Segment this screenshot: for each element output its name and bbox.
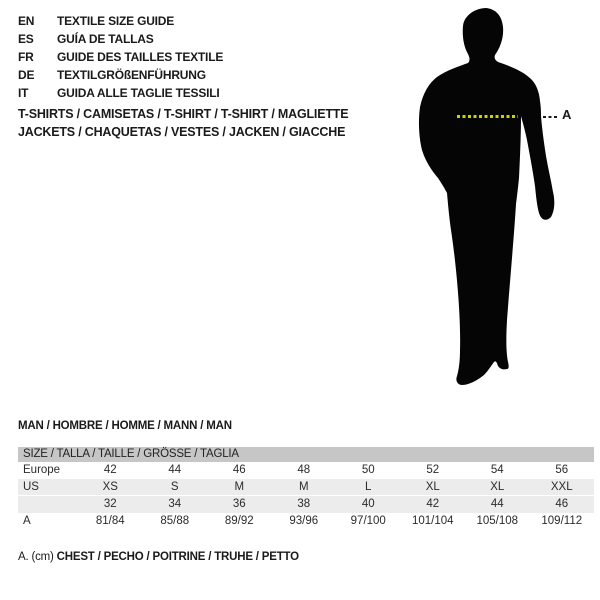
table-cell: 42 bbox=[103, 464, 117, 476]
man-silhouette bbox=[419, 8, 554, 385]
category-line-jackets: JACKETS / CHAQUETAS / VESTES / JACKEN / GIACCHE bbox=[18, 125, 346, 139]
size-table-header: SIZE / TALLA / TAILLE / GRÖSSE / TAGLIA bbox=[18, 447, 594, 462]
table-cell: XS bbox=[102, 481, 118, 493]
language-label: GUIDE DES TAILLES TEXTILE bbox=[57, 50, 224, 64]
language-label: TEXTILE SIZE GUIDE bbox=[57, 14, 175, 28]
table-cell: 48 bbox=[297, 464, 311, 476]
table-row-numeric bbox=[18, 496, 594, 513]
table-cell: XL bbox=[490, 481, 505, 493]
table-row-us bbox=[18, 479, 594, 496]
table-cell: XL bbox=[425, 481, 440, 493]
table-cell: 81/84 bbox=[95, 515, 125, 527]
language-row-de bbox=[18, 66, 223, 84]
size-table bbox=[18, 447, 594, 530]
table-cell: 85/88 bbox=[160, 515, 190, 527]
language-row-it bbox=[18, 84, 223, 102]
table-cell: 40 bbox=[361, 498, 375, 510]
table-cell: 101/104 bbox=[411, 515, 454, 527]
language-label: GUIDA ALLE TAGLIE TESSILI bbox=[57, 86, 220, 100]
row-label: US bbox=[23, 481, 39, 493]
table-row-europe bbox=[18, 462, 594, 479]
table-cell: 93/96 bbox=[289, 515, 319, 527]
table-cell: 38 bbox=[297, 498, 311, 510]
row-label bbox=[18, 496, 78, 513]
table-cell: S bbox=[170, 481, 179, 493]
language-code: ES bbox=[18, 32, 34, 46]
table-row-chest-a bbox=[18, 513, 594, 530]
row-label: A bbox=[23, 515, 31, 527]
language-code: FR bbox=[18, 50, 34, 64]
table-cell: 54 bbox=[490, 464, 504, 476]
language-row-en bbox=[18, 12, 223, 30]
language-row-es bbox=[18, 30, 223, 48]
table-cell: XXL bbox=[550, 481, 573, 493]
table-cell: 46 bbox=[232, 464, 246, 476]
table-cell: 32 bbox=[103, 498, 117, 510]
table-cell: 36 bbox=[232, 498, 246, 510]
chest-measure-dash-line bbox=[457, 115, 518, 118]
table-cell: 44 bbox=[490, 498, 504, 510]
table-cell: 105/108 bbox=[476, 515, 519, 527]
measurement-footnote bbox=[18, 551, 299, 563]
language-code: DE bbox=[18, 68, 35, 82]
row-label: Europe bbox=[23, 464, 61, 476]
man-figure bbox=[390, 0, 600, 400]
table-cell: 46 bbox=[555, 498, 569, 510]
table-cell: 50 bbox=[361, 464, 375, 476]
table-cell: L bbox=[365, 481, 372, 493]
garment-categories bbox=[18, 105, 348, 141]
measure-label-a: A bbox=[562, 107, 572, 122]
table-cell: 44 bbox=[168, 464, 182, 476]
language-legend bbox=[18, 12, 223, 102]
table-cell: 34 bbox=[168, 498, 182, 510]
man-silhouette-svg bbox=[390, 0, 600, 400]
footnote-prefix: A. (cm) bbox=[18, 551, 54, 563]
footnote-text: CHEST / PECHO / POITRINE / TRUHE / PETTO bbox=[56, 551, 299, 563]
table-cell: 42 bbox=[426, 498, 440, 510]
category-line-tshirts: T-SHIRTS / CAMISETAS / T-SHIRT / T-SHIRT / MAGLIETTE bbox=[18, 107, 349, 121]
table-cell: 109/112 bbox=[541, 515, 583, 527]
language-label: TEXTILGRÖßENFÜHRUNG bbox=[57, 68, 206, 82]
section-title-man: MAN / HOMBRE / HOMME / MANN / MAN bbox=[18, 420, 232, 432]
table-cell: 56 bbox=[555, 464, 569, 476]
table-cell: M bbox=[298, 481, 309, 493]
language-code: EN bbox=[18, 14, 35, 28]
language-label: GUÍA DE TALLAS bbox=[57, 32, 154, 46]
measure-pointer-dash-line bbox=[543, 116, 559, 118]
table-cell: 89/92 bbox=[224, 515, 254, 527]
table-cell: 97/100 bbox=[350, 515, 386, 527]
language-code: IT bbox=[18, 86, 29, 100]
table-cell: M bbox=[234, 481, 245, 493]
language-row-fr bbox=[18, 48, 223, 66]
table-cell: 52 bbox=[426, 464, 440, 476]
